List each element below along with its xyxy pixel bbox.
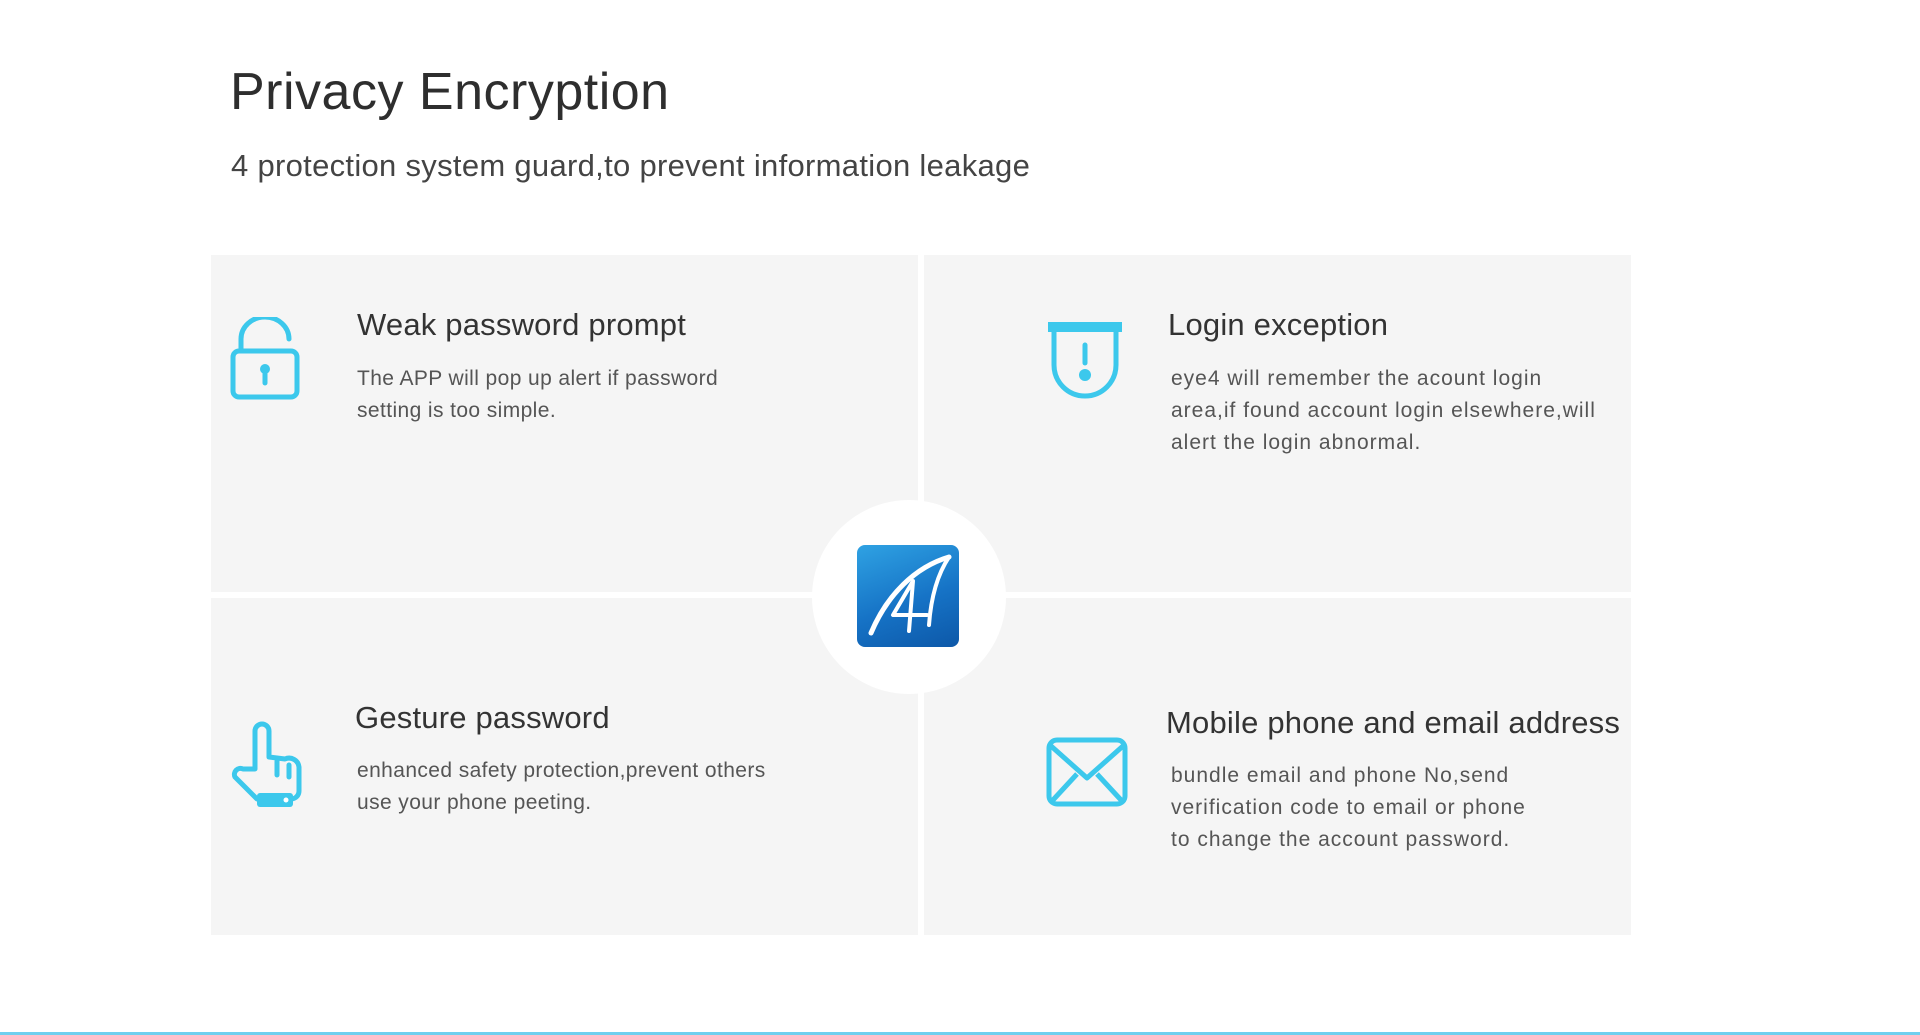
feature-title-phone-email: Mobile phone and email address	[1166, 705, 1621, 740]
feature-desc-line: The APP will pop up alert if password	[357, 367, 719, 390]
feature-desc-line: setting is too simple.	[357, 399, 557, 422]
feature-desc-login-exception	[1171, 363, 1596, 459]
feature-desc-line: alert the login abnormal.	[1171, 431, 1422, 454]
section-subtitle: 4 protection system guard,to prevent information leakage	[231, 148, 1031, 183]
feature-title-login-exception: Login exception	[1168, 307, 1389, 342]
feature-desc-phone-email	[1171, 760, 1526, 856]
feature-desc-line: enhanced safety protection,prevent others	[357, 759, 766, 782]
section-title: Privacy Encryption	[230, 63, 670, 121]
feature-desc-line: eye4 will remember the acount login	[1171, 367, 1543, 390]
pointing-hand-icon	[229, 721, 307, 811]
feature-title-weak-password: Weak password prompt	[357, 307, 687, 342]
feature-desc-line: bundle email and phone No,send	[1171, 764, 1510, 787]
feature-desc-line: use your phone peeting.	[357, 791, 592, 814]
eye4-app-logo	[857, 545, 959, 647]
center-logo-circle	[812, 500, 1006, 694]
camera-alert-icon	[1045, 319, 1125, 401]
feature-title-gesture-password: Gesture password	[355, 700, 610, 735]
feature-desc-line: verification code to email or phone	[1171, 796, 1526, 819]
feature-desc-weak-password	[357, 363, 718, 427]
feature-desc-gesture-password	[357, 755, 766, 819]
feature-desc-line: to change the account password.	[1171, 828, 1511, 851]
envelope-icon	[1045, 736, 1129, 808]
feature-grid	[211, 255, 1631, 935]
feature-desc-line: area,if found account login elsewhere,will	[1171, 399, 1596, 422]
unlocked-padlock-icon	[229, 317, 301, 401]
